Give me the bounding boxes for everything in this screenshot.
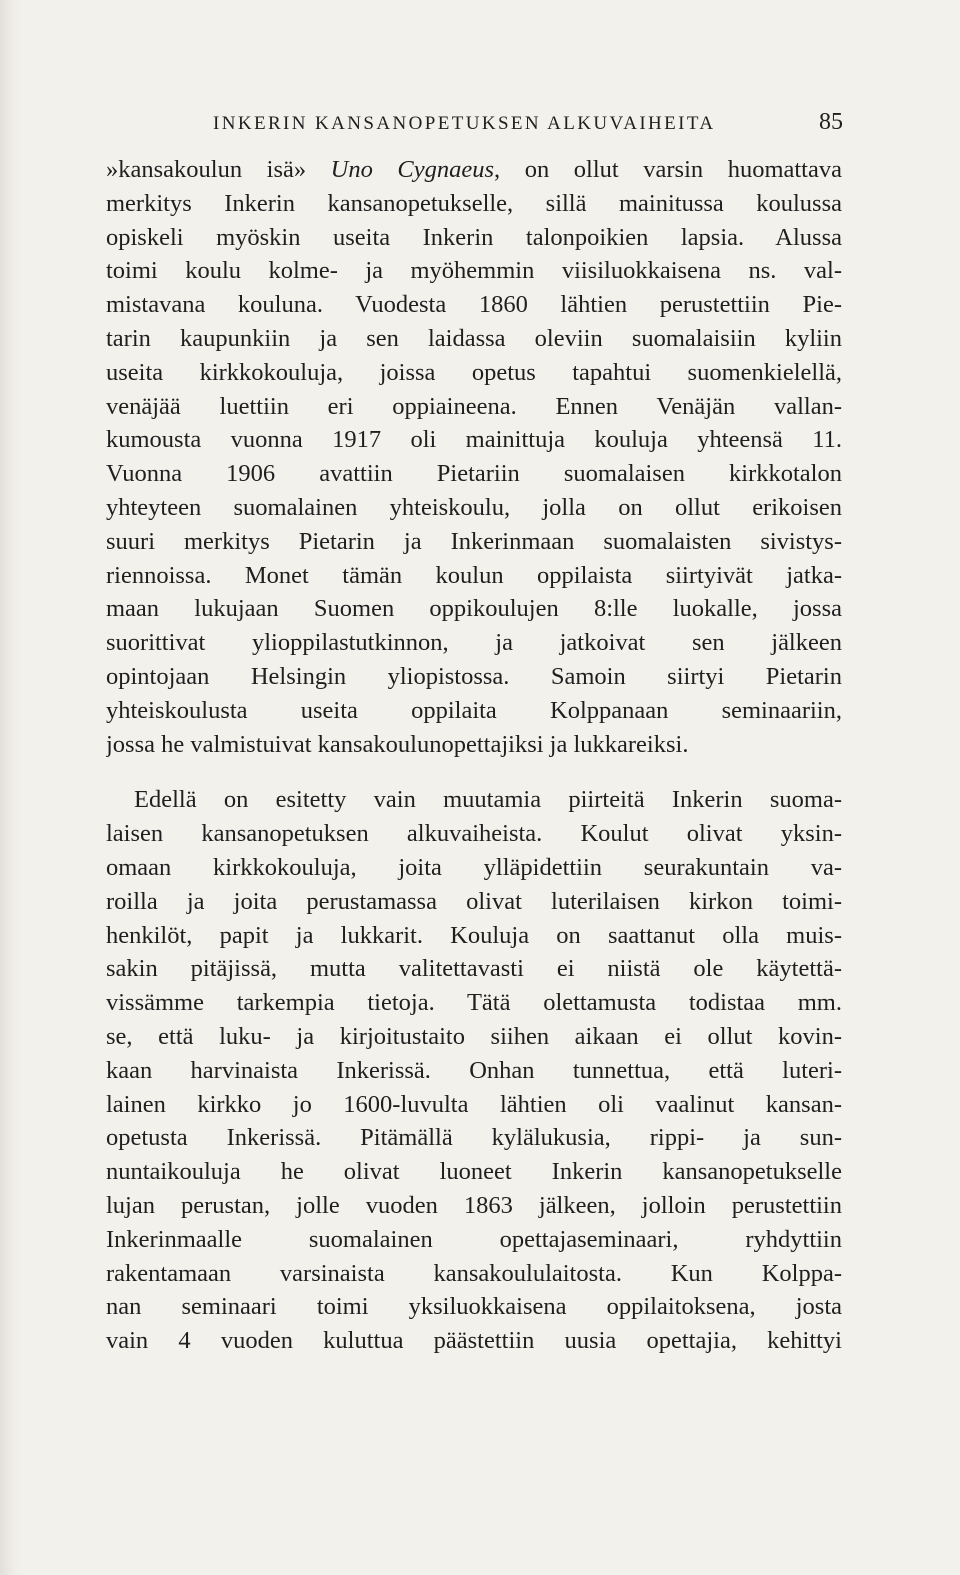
emphasized-name: Uno Cygnaeus	[330, 156, 495, 183]
running-header	[213, 109, 843, 143]
text-line: opetusta Inkerissä. Pitämällä kylälukusia, rippi- ja sun-	[106, 1124, 842, 1152]
text-line: jossa he valmistuivat kansakoulunopettajiksi ja lukkareiksi.	[106, 730, 689, 758]
text-line: laisen kansanopetuksen alkuvaiheista. Koulut olivat yksin-	[106, 820, 842, 848]
text-line: mistavana kouluna. Vuodesta 1860 lähtien perustettiin Pie-	[106, 291, 842, 319]
text-line: yhteyteen suomalainen yhteiskoulu, jolla on ollut erikoisen	[106, 493, 842, 521]
text-line: venäjää luettiin eri oppiaineena. Ennen Venäjän vallan-	[106, 392, 842, 420]
text-line: »kansakoulun isä» Uno Cygnaeus, on ollut varsin huomattava	[106, 156, 842, 183]
text-line: vissämme tarkempia tietoja. Tätä olettamusta todistaa mm.	[106, 989, 842, 1017]
text-line: Inkerinmaalle suomalainen opettajaseminaari, ryhdyttiin	[106, 1225, 842, 1253]
text-line: Edellä on esitetty vain muutamia piirteitä Inkerin suoma-	[134, 786, 842, 814]
page-edge-shadow	[0, 0, 22, 1575]
text-line: riennoissa. Monet tämän koulun oppilaista siirtyivät jatka-	[106, 561, 842, 589]
text-line: omaan kirkkokouluja, joita ylläpidettiin seurakuntain va-	[106, 853, 842, 881]
paragraph	[106, 783, 842, 1358]
paragraph	[106, 153, 842, 761]
text-line: useita kirkkokouluja, joissa opetus tapahtui suomenkielellä,	[106, 358, 842, 386]
text-line: opintojaan Helsingin yliopistossa. Samoin siirtyi Pietarin	[106, 662, 842, 690]
text-line: henkilöt, papit ja lukkarit. Kouluja on saattanut olla muis-	[106, 921, 842, 949]
text-line: toimi koulu kolme- ja myöhemmin viisiluokkaisena ns. val-	[106, 257, 842, 285]
text-line: kaan harvinaista Inkerissä. Onhan tunnettua, että luteri-	[106, 1056, 842, 1084]
text-line: yhteiskoulusta useita oppilaita Kolppanaan seminaariin,	[106, 696, 842, 724]
text-line: nuntaikouluja he olivat luoneet Inkerin kansanopetukselle	[106, 1158, 842, 1186]
text-line: sakin pitäjissä, mutta valitettavasti ei niistä ole käytettä-	[106, 955, 842, 983]
text-line: vain 4 vuoden kuluttua päästettiin uusia opettajia, kehittyi	[106, 1327, 842, 1355]
text-line: rakentamaan varsinaista kansakoululaitosta. Kun Kolppa-	[106, 1259, 842, 1287]
text-line: opiskeli myöskin useita Inkerin talonpoikien lapsia. Alussa	[106, 223, 842, 251]
text-line: se, että luku- ja kirjoitustaito siihen aikaan ei ollut kovin-	[106, 1022, 842, 1050]
text-line: lujan perustan, jolle vuoden 1863 jälkeen, jolloin perustettiin	[106, 1191, 842, 1219]
text-line: Vuonna 1906 avattiin Pietariin suomalaisen kirkkotalon	[106, 460, 842, 488]
body-text	[106, 153, 842, 1358]
text-line: suorittivat ylioppilastutkinnon, ja jatkoivat sen jälkeen	[106, 629, 842, 657]
text-line: roilla ja joita perustamassa olivat luterilaisen kirkon toimi-	[106, 887, 842, 915]
text-line: maan lukujaan Suomen oppikoulujen 8:lle luokalle, jossa	[106, 595, 842, 623]
text-line: suuri merkitys Pietarin ja Inkerinmaan suomalaisten sivistys-	[106, 527, 842, 555]
text-line: lainen kirkko jo 1600-luvulta lähtien oli vaalinut kansan-	[106, 1090, 842, 1118]
text-line: tarin kaupunkiin ja sen laidassa oleviin suomalaisiin kyliin	[106, 324, 842, 352]
text-line: nan seminaari toimi yksiluokkaisena oppilaitoksena, josta	[106, 1293, 842, 1321]
running-title: INKERIN KANSANOPETUKSEN ALKUVAIHEITA	[213, 113, 716, 134]
text-line: merkitys Inkerin kansanopetukselle, sillä mainitussa koulussa	[106, 189, 842, 217]
page-number: 85	[819, 109, 843, 135]
text-line: kumousta vuonna 1917 oli mainittuja kouluja yhteensä 11.	[106, 426, 842, 454]
